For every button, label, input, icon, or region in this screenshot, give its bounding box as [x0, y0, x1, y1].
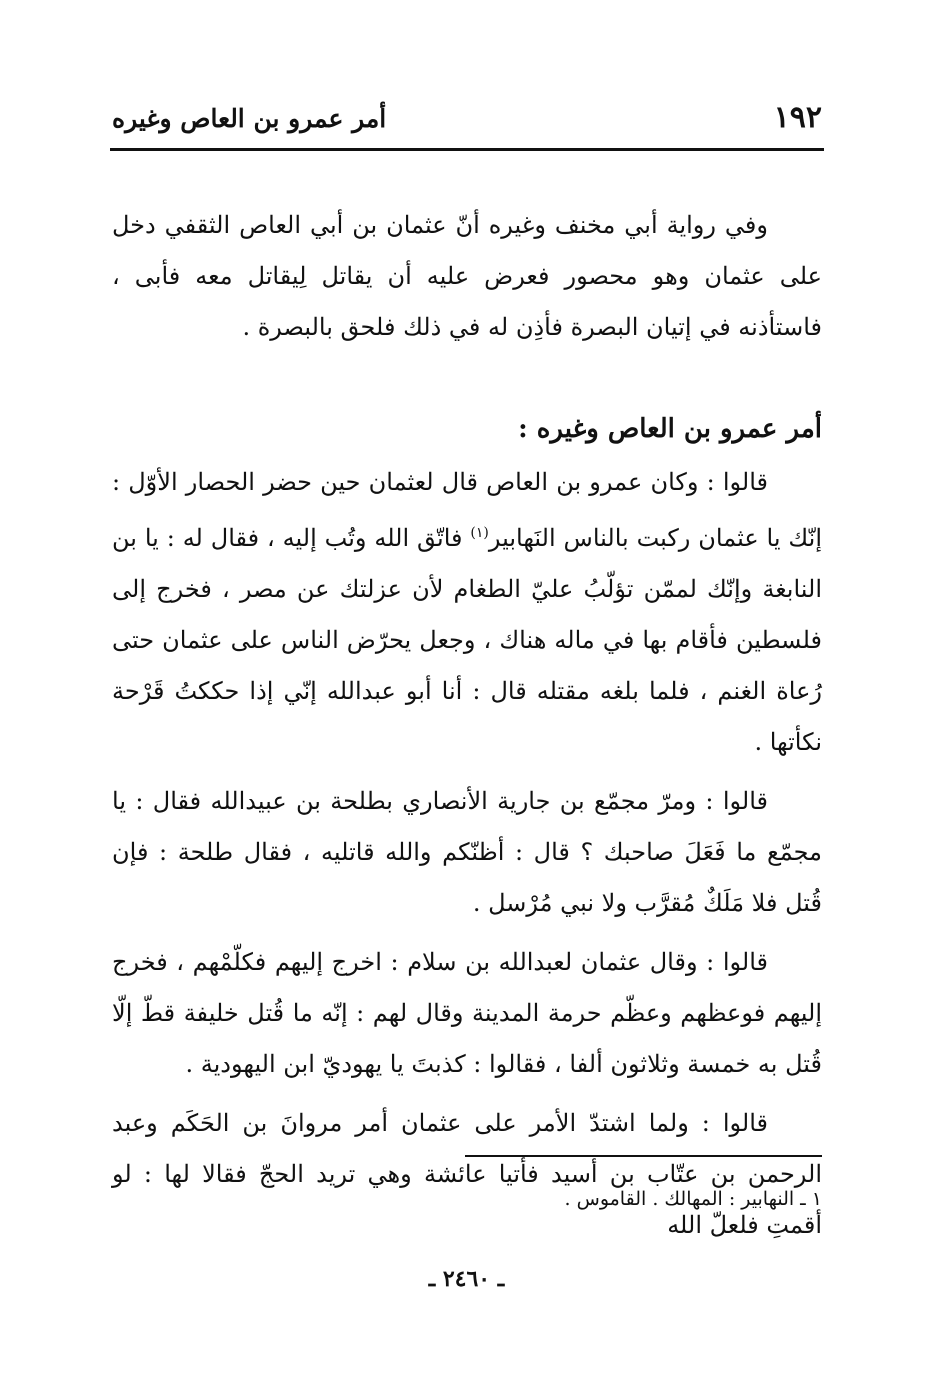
section-heading: أمر عمرو بن العاص وغيره : [518, 414, 822, 444]
main-text [112, 200, 822, 1251]
footnote-reference: (١) [470, 525, 489, 541]
paragraph-3: قالوا : ومرّ مجمّع بن جارية الأنصاري بطلحة بن عبيدالله فقال : يا مجمّع ما فَعَلَ صاحبك ؟ قال : أظنّكم والله قاتليه ، فقال طلحة : فإن قُتل فلا مَلَكٌ مُقرَّب ولا نبي مُرْسل . [112, 787, 823, 917]
paragraph-4: قالوا : وقال عثمان لعبدالله بن سلام : اخرج إليهم فكلّمْهم ، فخرج إليهم فوعظهم وعظّم حرمة المدينة وقال لهم : إنّه ما قُتل خليفة قطّ إلّا قُتل به خمسة وثلاثون ألفا ، فقالوا : كذبتَ يا يهوديّ ابن اليهودية . [112, 948, 822, 1078]
footnote: ١ ـ النهابير : المهالك . القاموس . [564, 1188, 822, 1210]
paragraph-2-part-1: قالوا : وكان عمرو بن العاص قال لعثمان حين حضر الحصار الأوّل : إنّك يا عثمان ركبت بالناس النَهابير [112, 468, 822, 552]
paragraph-5: قالوا : ولما اشتدّ الأمر على عثمان أمر مروانَ بن الحَكَم وعبد الرحمن بن عتّاب بن أسيد فأتيا عائشة وهي تريد الحجّ فقالا لها : لو أقمتِ فلعلّ الله [112, 1109, 822, 1239]
paragraph-2-part-2: فاتّق الله وتُب إليه ، فقال له : يا بن النابغة وإنّك لممّن تؤلّبُ عليّ الطغام لأن عزلتك عن مصر ، فخرج إلى فلسطين فأقام بها في ماله هناك ، وجعل يحرّض الناس على عثمان حتى رُعاة الغنم ، فلما بلغه مقتله قال : أنا أبو عبدالله إنّي إذا حككتُ قَرْحة نكأتها . [112, 524, 822, 756]
folio-number: ـ ٢٤٦٠ ـ [428, 1266, 505, 1292]
footnote-rule [465, 1155, 822, 1157]
running-title: أمر عمرو بن العاص وغيره [112, 104, 387, 133]
header-rule [110, 148, 824, 151]
paragraph-1: وفي رواية أبي مخنف وغيره أنّ عثمان بن أبي العاص الثقفي دخل على عثمان وهو محصور فعرض عليه أن يقاتل لِيقاتل معه فأبى ، فاستأذنه في إتيان البصرة فأذِن له في ذلك فلحق بالبصرة . [112, 211, 822, 341]
page-number: ١٩٢ [773, 100, 822, 135]
page-header [112, 100, 822, 144]
paragraph-2 [112, 457, 822, 768]
